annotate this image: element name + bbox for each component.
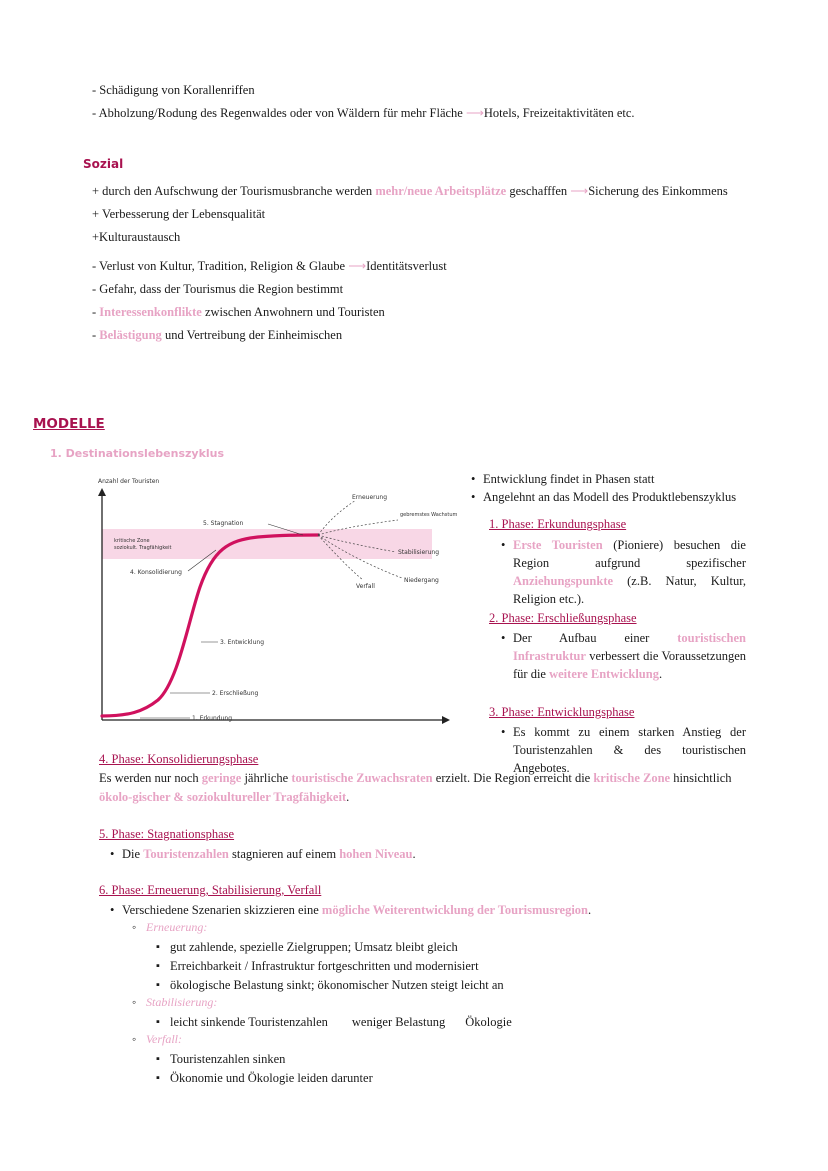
phase5-title: 5. Phase: Stagnationsphase bbox=[99, 827, 235, 841]
sozial-minus-kulturverlust: - Verlust von Kultur, Tradition, Religion & Glaube ⟶Identitätsverlust bbox=[92, 259, 447, 273]
lifecycle-chart bbox=[88, 472, 458, 734]
phase2-title: 2. Phase: Erschließungsphase bbox=[489, 611, 637, 625]
phase-label-konsolidierung: 4. Konsolidierung bbox=[130, 569, 182, 576]
destinationslebenszyklus-heading: 1. Destinationslebenszyklus bbox=[50, 447, 225, 460]
phase1-title: 1. Phase: Erkundungsphase bbox=[489, 517, 627, 531]
erneuerung-item-2: ▪ Erreichbarkeit / Infrastruktur fortgeschritten und modernisiert bbox=[170, 957, 479, 975]
phase6-title: 6. Phase: Erneuerung, Stabilisierung, Verfall bbox=[99, 883, 322, 897]
x-axis-arrow-icon bbox=[442, 716, 450, 724]
sozial-minus-gefahr: - Gefahr, dass der Tourismus die Region bestimmt bbox=[92, 282, 344, 296]
erneuerung-item-3: ▪ ökologische Belastung sinkt; ökonomischer Nutzen steigt leicht an bbox=[170, 976, 504, 994]
sozial-plus-arbeitsplaetze: + durch den Aufschwung der Tourismusbranche werden mehr/neue Arbeitsplätze geschafffen ⟶Sicherung des Einkommens bbox=[92, 184, 728, 198]
phase1-text: • Erste Touristen (Pioniere) besuchen die Region aufgrund spezifischer Anziehungspunkte (z.B. Natur, Kultur, Religion etc.). bbox=[513, 536, 746, 608]
y-axis-label: Anzahl der Touristen bbox=[98, 478, 160, 485]
scenario-erneuerung: Erneuerung bbox=[352, 494, 388, 501]
arrow-icon: ⟶ bbox=[570, 184, 589, 198]
phase4-title: 4. Phase: Konsolidierungsphase bbox=[99, 752, 259, 766]
bullet-produktlebenszyklus: • Angelehnt an das Modell des Produktlebenszyklus bbox=[483, 488, 783, 506]
modelle-heading: MODELLE bbox=[33, 416, 105, 432]
verfall-item-2: ▪ Ökonomie und Ökologie leiden darunter bbox=[170, 1069, 373, 1087]
scenario-verfall: Verfall bbox=[356, 583, 375, 590]
phase-label-stagnation: 5. Stagnation bbox=[203, 520, 244, 527]
lifecycle-curve bbox=[102, 535, 318, 716]
scenario-gebremst: gebremstes Wachstum bbox=[400, 512, 458, 518]
scenario-verfall-heading: ◦ Verfall: bbox=[146, 1032, 182, 1047]
phase5-text: • Die Touristenzahlen stagnieren auf einem hohen Niveau. bbox=[122, 845, 416, 863]
y-axis-arrow-icon bbox=[98, 488, 106, 496]
stabilisierung-item-1: ▪ leicht sinkende Touristenzahlen weniger Belastung Ökologie bbox=[170, 1013, 512, 1031]
scenario-stabilisierung-heading: ◦ Stabilisierung: bbox=[146, 995, 217, 1010]
phase4-text: Es werden nur noch geringe jährliche touristische Zuwachsraten erzielt. Die Region erreicht die kritische Zone hinsichtlich ökolo-gischer & soziokultureller Tragfähigkeit. bbox=[99, 771, 732, 804]
sozial-plus-kulturaustausch: +Kulturaustausch bbox=[92, 230, 181, 244]
phase3-text: • Es kommt zu einem starken Anstieg der Touristenzahlen & des touristischen Angebotes. bbox=[513, 723, 746, 777]
phase-label-erkundung: 1. Erkundung bbox=[192, 715, 233, 722]
zone-label-2: soziokult. Tragfähigkeit bbox=[114, 545, 172, 551]
scenario-erneuerung-heading: ◦ Erneuerung: bbox=[146, 920, 207, 935]
sozial-plus-lebensqualitaet: + Verbesserung der Lebensqualität bbox=[92, 207, 266, 221]
phase2-text: • Der Aufbau einer touristischen Infrastruktur verbessert die Voraussetzungen für die weitere Entwicklung. bbox=[513, 629, 746, 683]
erneuerung-item-1: ▪ gut zahlende, spezielle Zielgruppen; Umsatz bleibt gleich bbox=[170, 938, 458, 956]
sozial-minus-belaestigung: - Belästigung und Vertreibung der Einheimischen bbox=[92, 328, 343, 342]
phase6-text: • Verschiedene Szenarien skizzieren eine mögliche Weiterentwicklung der Tourismusregion. bbox=[122, 901, 591, 919]
phase-label-erschliessung: 2. Erschließung bbox=[212, 690, 259, 697]
sozial-heading: Sozial bbox=[83, 157, 124, 171]
zone-label-1: kritische Zone bbox=[114, 538, 150, 544]
env-line-abholzung: - Abholzung/Rodung des Regenwaldes oder von Wäldern für mehr Fläche ⟶Hotels, Freizeitaktivitäten etc. bbox=[92, 106, 635, 120]
phase-label-entwicklung: 3. Entwicklung bbox=[220, 639, 265, 646]
scenario-niedergang: Niedergang bbox=[404, 577, 439, 584]
critical-zone-band bbox=[102, 529, 432, 559]
verfall-item-1: ▪ Touristenzahlen sinken bbox=[170, 1050, 285, 1068]
env-line-korallen: - Schädigung von Korallenriffen bbox=[92, 83, 255, 97]
phase3-title: 3. Phase: Entwicklungsphase bbox=[489, 705, 635, 719]
arrow-icon: ⟶ bbox=[348, 259, 367, 273]
scenario-stabilisierung: Stabilisierung bbox=[398, 549, 440, 556]
arrow-icon: ⟶ bbox=[465, 106, 484, 120]
sozial-minus-interessenkonflikte: - Interessenkonflikte zwischen Anwohnern und Touristen bbox=[92, 305, 385, 319]
bullet-phasen: • Entwicklung findet in Phasen statt bbox=[483, 470, 783, 488]
